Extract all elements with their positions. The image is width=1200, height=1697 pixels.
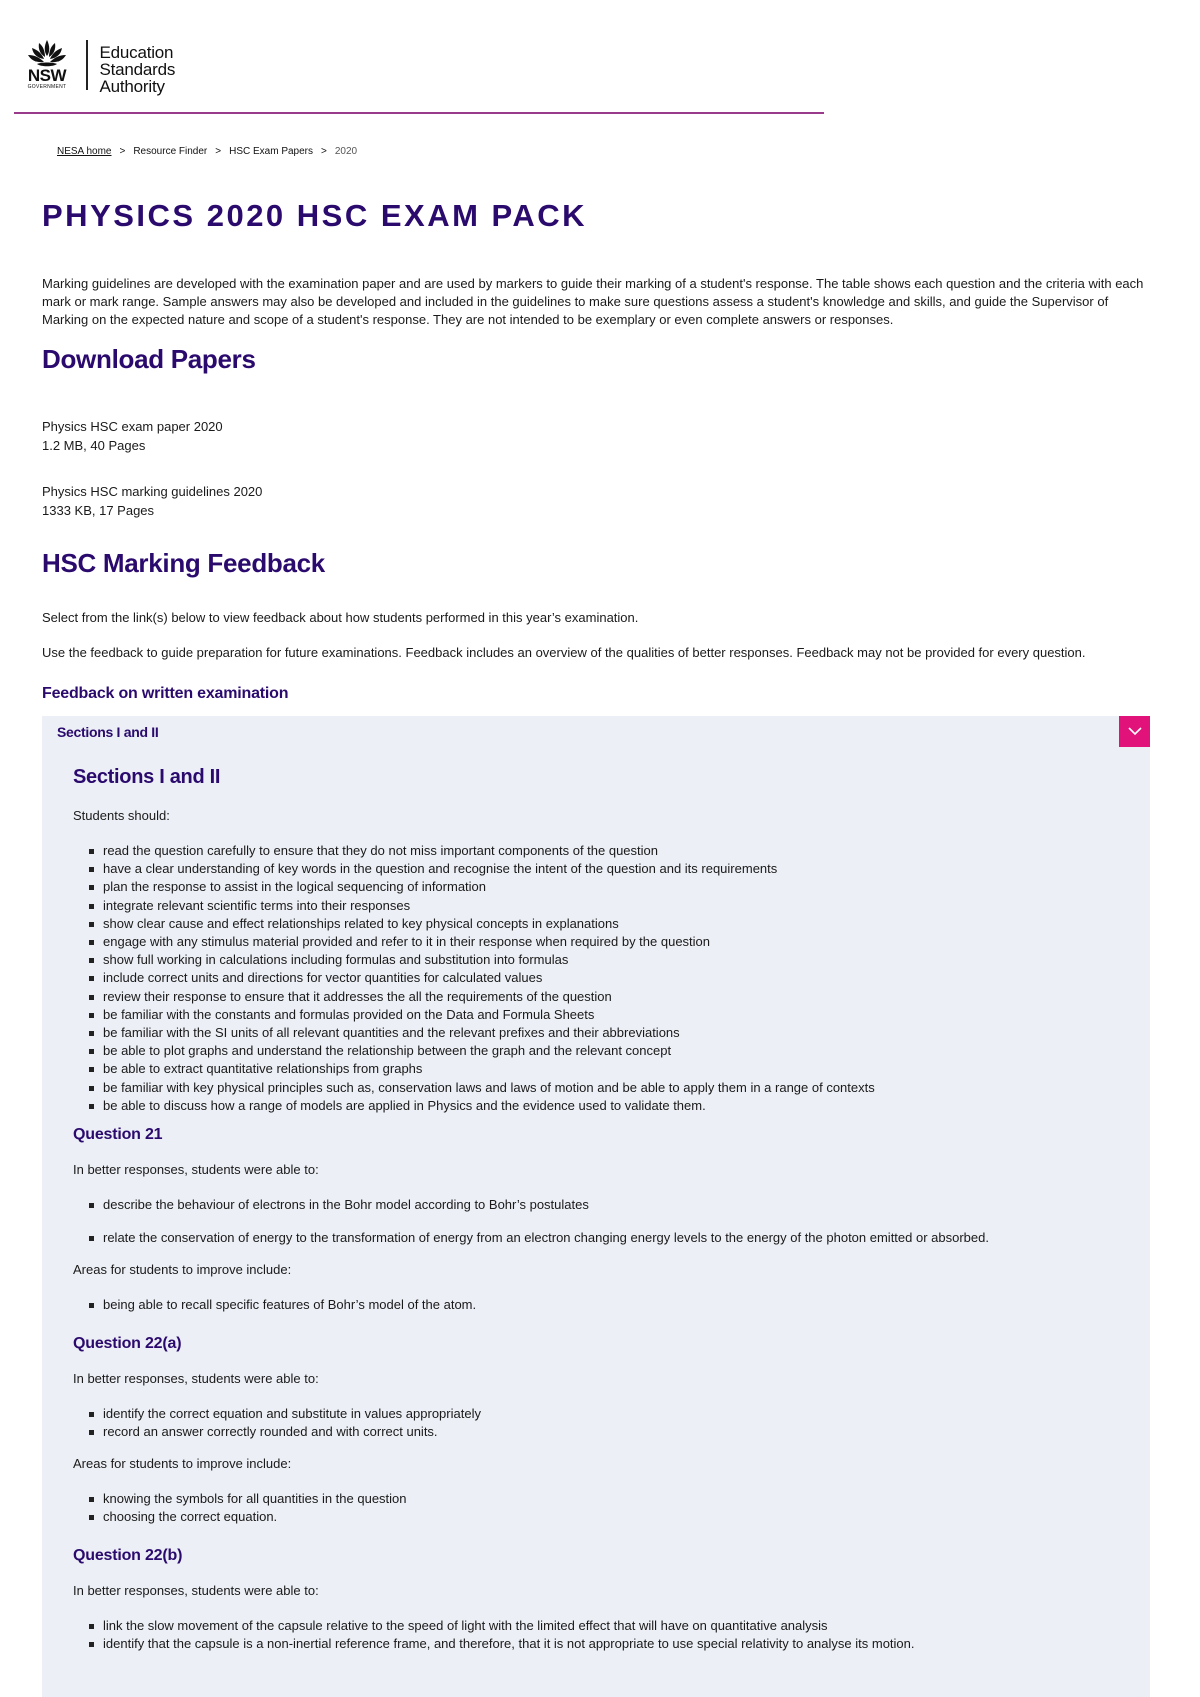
nsw-wordmark: NSW [27,66,67,85]
list-item: knowing the symbols for all quantities in the question [73,1490,407,1508]
download-papers-heading: Download Papers [42,344,256,374]
question-21-better-list [73,1196,989,1262]
download-item-exam-paper[interactable] [42,417,223,455]
breadcrumb-separator: > [215,146,222,157]
better-responses-label: In better responses, students were able to: [73,1583,319,1598]
list-item: link the slow movement of the capsule relative to the speed of light with the limited effect that will have on quantitative analysis [73,1617,915,1635]
breadcrumb-separator: > [321,146,327,157]
list-item: choosing the correct equation. [73,1508,407,1526]
feedback-intro-2: Use the feedback to guide preparation for future examinations. Feedback includes an overview of the qualities of better responses. Feedback may not be provided for every question. [42,645,1086,660]
feedback-intro-1: Select from the link(s) below to view feedback about how students performed in this year’s examination. [42,610,639,625]
list-item: identify the correct equation and substitute in values appropriately [73,1405,481,1423]
list-item: being able to recall specific features of Bohr’s model of the atom. [73,1296,476,1314]
download-title[interactable]: Physics HSC exam paper 2020 [42,419,223,434]
download-meta: 1.2 MB, 40 Pages [42,438,146,453]
breadcrumb-home-link[interactable]: NESA home [57,146,112,157]
improve-label: Areas for students to improve include: [73,1456,292,1471]
header-divider [14,112,824,114]
improve-label: Areas for students to improve include: [73,1262,292,1277]
list-item: be able to discuss how a range of models are applied in Physics and the evidence used to validate them. [73,1097,875,1115]
students-should-label: Students should: [73,808,170,823]
list-item: be familiar with the constants and formulas provided on the Data and Formula Sheets [73,1006,875,1024]
download-meta: 1333 KB, 17 Pages [42,503,155,518]
written-exam-feedback-heading: Feedback on written examination [42,685,289,702]
list-item: relate the conservation of energy to the transformation of energy from an electron changing energy levels to the energy of the photon emitted or absorbed. [73,1229,989,1247]
intro-paragraph: Marking guidelines are developed with the examination paper and are used by markers to guide their marking of a student's response. The table shows each question and the criteria with each mark or mark range. Sample answers may also be developed and included in the guidelines to make sure questions assess a student's knowledge and skills, and guide the Supervisor of Marking on the expected nature and scope of a student's response. They are not intended to be exemplary or even complete answers or responses. [42,276,1144,327]
authority-line-2: Standards [99,60,176,79]
question-22b-heading: Question 22(b) [73,1547,183,1564]
list-item: be able to extract quantitative relationships from graphs [73,1060,875,1078]
students-should-list [73,842,875,1115]
waratah-icon [25,38,69,68]
download-title[interactable]: Physics HSC marking guidelines 2020 [42,484,263,499]
authority-line-1: Education [99,43,174,62]
authority-line-3: Authority [99,77,165,96]
question-21-heading: Question 21 [73,1126,163,1143]
list-item: show full working in calculations including formulas and substitution into formulas [73,951,875,969]
breadcrumb-hsc-exam-papers[interactable]: HSC Exam Papers [229,146,314,157]
list-item: be familiar with the SI units of all relevant quantities and the relevant prefixes and their abbreviations [73,1024,875,1042]
list-item: identify that the capsule is a non-inertial reference frame, and therefore, that it is not appropriate to use special relativity to analyse its motion. [73,1635,915,1653]
question-21-improve-list [73,1296,476,1314]
list-item: describe the behaviour of electrons in the Bohr model according to Bohr’s postulates [73,1196,989,1214]
question-22b-better-list [73,1617,915,1653]
question-22a-better-list [73,1405,481,1441]
breadcrumb [57,146,357,157]
download-item-marking-guidelines[interactable] [42,482,262,520]
question-22a-heading: Question 22(a) [73,1335,182,1352]
list-item: engage with any stimulus material provided and refer to it in their response when required by the question [73,933,875,951]
list-item: show clear cause and effect relationships related to key physical concepts in explanations [73,915,875,933]
list-item: read the question carefully to ensure that they do not miss important components of the question [73,842,875,860]
main-content [42,196,1150,702]
accordion-header[interactable]: Sections I and II [57,724,159,740]
page-title: PHYSICS 2020 HSC EXAM PACK [42,198,588,233]
list-item: have a clear understanding of key words in the question and recognise the intent of the question and its requirements [73,860,875,878]
government-wordmark: GOVERNMENT [27,84,67,90]
question-22a-improve-list [73,1490,407,1526]
better-responses-label: In better responses, students were able to: [73,1162,319,1177]
breadcrumb-separator: > [119,146,126,157]
better-responses-label: In better responses, students were able to: [73,1371,319,1386]
breadcrumb-resource-finder[interactable]: Resource Finder [133,146,208,157]
list-item: integrate relevant scientific terms into their responses [73,897,875,915]
list-item: plan the response to assist in the logical sequencing of information [73,878,875,896]
nesa-logo[interactable] [22,38,175,95]
site-header [14,34,824,114]
accordion-toggle-button[interactable] [1119,716,1150,747]
marking-feedback-heading: HSC Marking Feedback [42,548,325,578]
accordion-title: Sections I and II [73,766,221,788]
breadcrumb-current: 2020 [334,146,358,157]
logo-divider [86,40,88,90]
list-item: include correct units and directions for vector quantities for calculated values [73,969,875,987]
list-item: review their response to ensure that it addresses the all the requirements of the question [73,988,875,1006]
accordion-sections-i-ii [42,716,1150,1697]
list-item: be able to plot graphs and understand the relationship between the graph and the relevant concept [73,1042,875,1060]
chevron-down-icon [1128,727,1142,736]
list-item: record an answer correctly rounded and with correct units. [73,1423,481,1441]
authority-name [100,44,176,95]
list-item: be familiar with key physical principles such as, conservation laws and laws of motion and be able to apply them in a range of contexts [73,1079,875,1097]
